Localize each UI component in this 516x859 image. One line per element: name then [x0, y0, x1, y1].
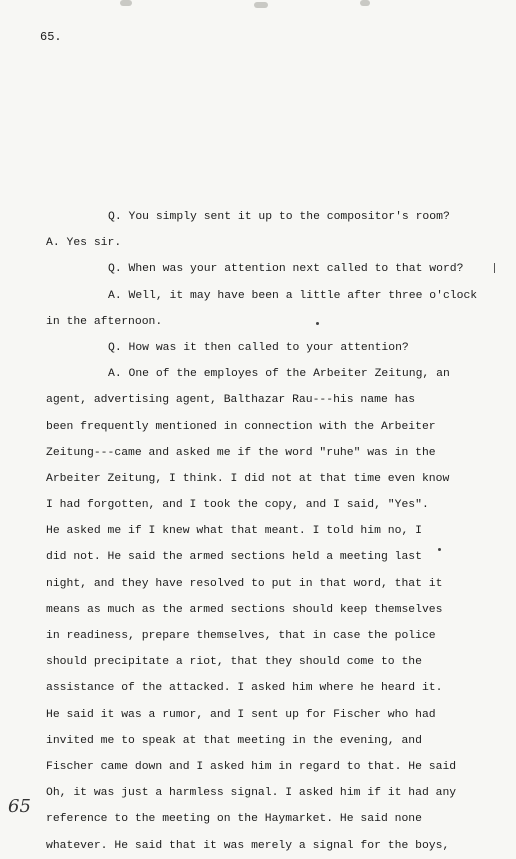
scan-speck [254, 2, 268, 8]
transcript-line: should precipitate a riot, that they should come to the [46, 656, 422, 669]
transcript-line: whatever. He said that it was merely a signal for the boys, [46, 839, 450, 852]
transcript-line: in the afternoon. [46, 315, 163, 328]
page-number: 65. [40, 30, 62, 44]
transcript-line: agent, advertising agent, Balthazar Rau---his name has [46, 394, 416, 407]
transcript-line: reference to the meeting on the Haymarket. He said none [46, 813, 422, 826]
transcript-line: means as much as the armed sections should keep themselves [46, 603, 443, 616]
transcript-line: He said it was a rumor, and I sent up for Fischer who had [46, 708, 436, 721]
transcript-line: Fischer came down and I asked him in regard to that. He said [46, 760, 457, 773]
transcript-line: been frequently mentioned in connection with the Arbeiter [46, 420, 436, 433]
transcript-body [46, 204, 506, 859]
handwritten-page-number: 65 [8, 796, 31, 817]
transcript-line: did not. He said the armed sections held a meeting last [46, 551, 422, 564]
transcript-line: A. One of the employes of the Arbeiter Zeitung, an [108, 368, 450, 381]
scan-speck [360, 0, 370, 6]
transcript-line: Zeitung---came and asked me if the word "ruhe" was in the [46, 446, 436, 459]
transcript-line: Q. How was it then called to your attention? [108, 341, 409, 354]
transcript-line: Q. When was your attention next called to that word? [108, 263, 464, 276]
transcript-line: Oh, it was just a harmless signal. I asked him if it had any [46, 787, 457, 800]
transcript-line: Arbeiter Zeitung, I think. I did not at that time even know [46, 472, 450, 485]
transcript-line: assistance of the attacked. I asked him where he heard it. [46, 682, 443, 695]
transcript-line: I had forgotten, and I took the copy, and I said, "Yes". [46, 499, 429, 512]
transcript-line: in readiness, prepare themselves, that in case the police [46, 630, 436, 642]
transcript-line: Q. You simply sent it up to the compositor's room? [108, 211, 450, 223]
transcript-line: A. Well, it may have been a little after three o'clock [108, 289, 478, 302]
transcript-line: invited me to speak at that meeting in the evening, and [46, 734, 422, 747]
transcript-line: night, and they have resolved to put in that word, that it [46, 577, 443, 590]
transcript-line: He asked me if I knew what that meant. I told him no, I [46, 525, 422, 538]
scan-speck [120, 0, 132, 6]
transcript-line: A. Yes sir. [46, 237, 122, 250]
